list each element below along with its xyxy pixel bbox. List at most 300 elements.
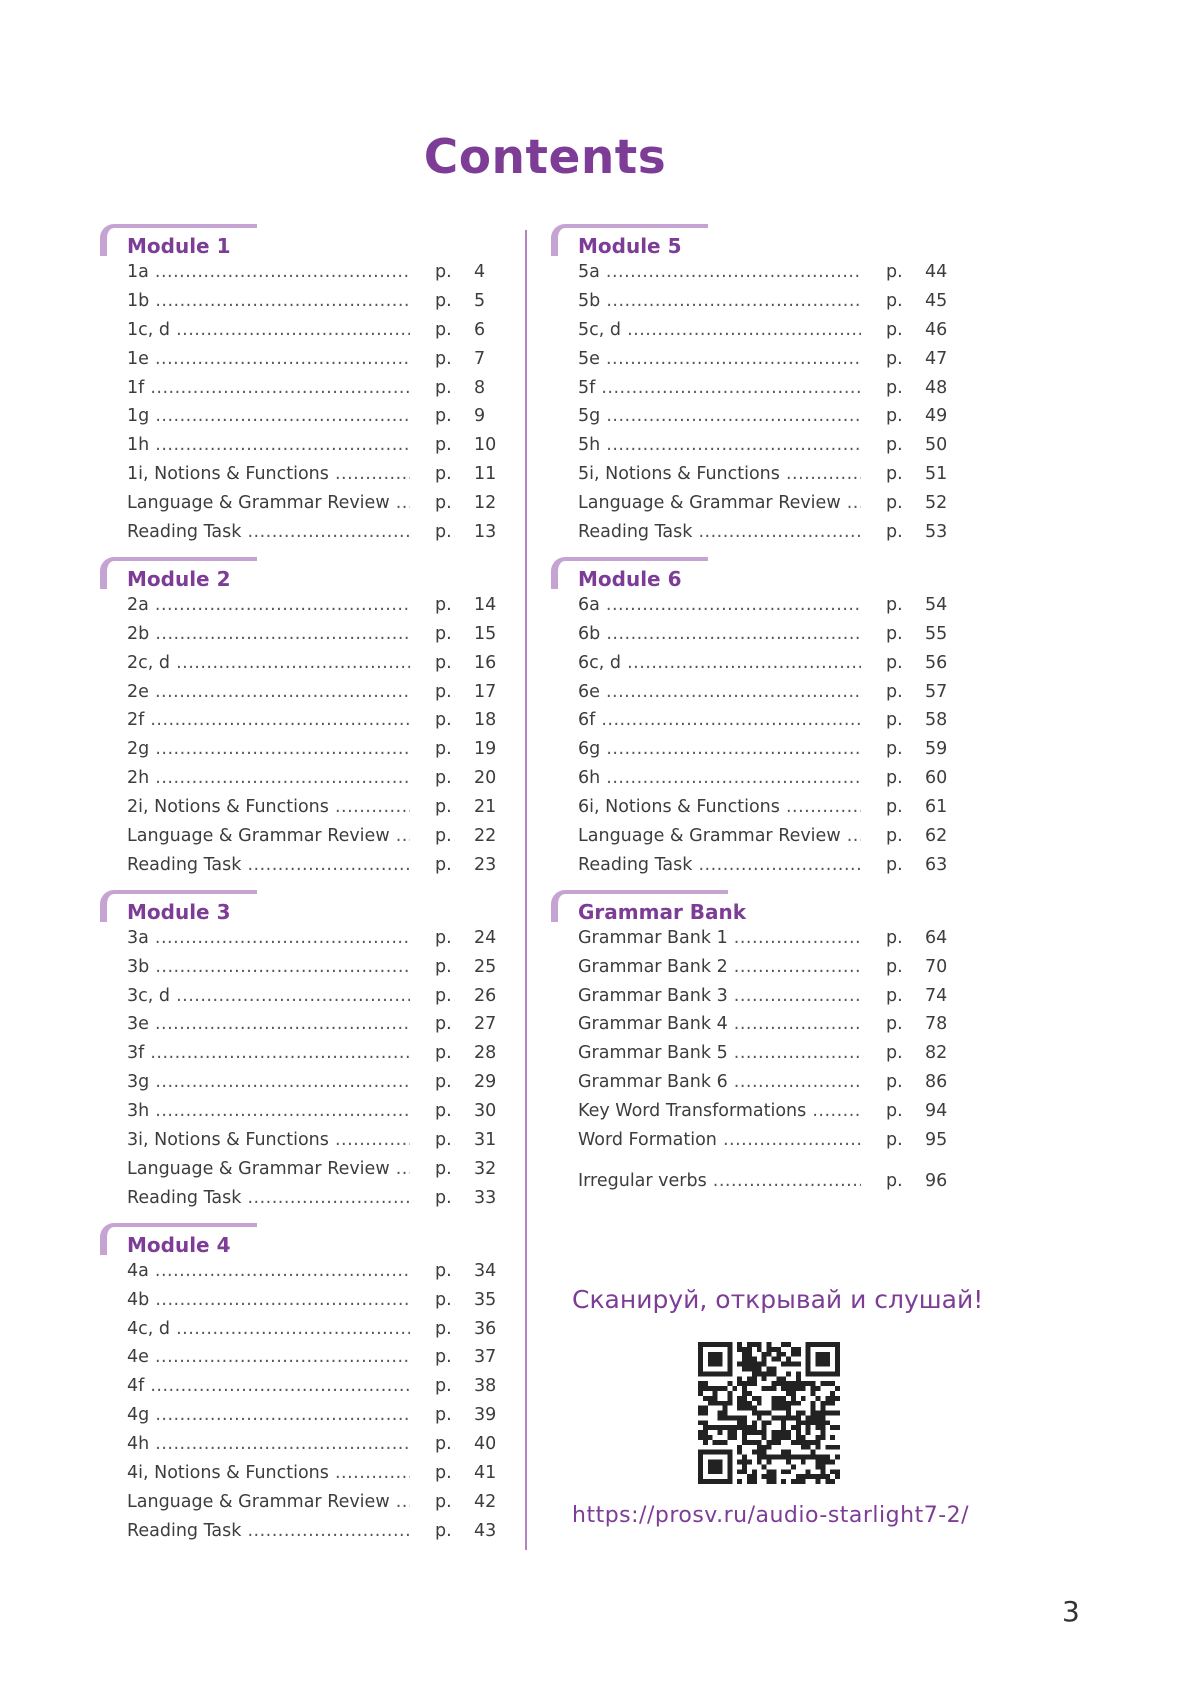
contents-left-column	[100, 222, 520, 1554]
page-prefix: p.	[435, 406, 452, 427]
entry-label: 3g .....	[127, 1068, 410, 1097]
page-prefix: p.	[435, 681, 452, 702]
contents-row[interactable]	[551, 1167, 971, 1196]
section-header	[100, 1221, 520, 1257]
contents-row[interactable]	[100, 460, 520, 489]
page-prefix: p.	[886, 710, 903, 731]
page-prefix: p.	[435, 854, 452, 875]
entry-label: 1g .....	[127, 402, 410, 431]
page-prefix: p.	[435, 623, 452, 644]
entry-label: 1e .....	[127, 345, 410, 374]
page-prefix: p.	[435, 1347, 452, 1368]
entry-page-number: 49	[925, 406, 948, 427]
contents-row[interactable]	[551, 1097, 971, 1126]
section-title: Module 1	[127, 234, 231, 258]
entry-label: 2b .....	[127, 620, 410, 649]
page-prefix: p.	[886, 522, 903, 543]
entry-page-number: 10	[474, 435, 497, 456]
entry-label: 4i, Notions & Functions .....	[127, 1459, 410, 1488]
contents-row[interactable]	[551, 591, 971, 620]
entry-page-number: 25	[474, 956, 497, 977]
contents-row[interactable]	[100, 1010, 520, 1039]
contents-row[interactable]	[100, 374, 520, 403]
contents-row[interactable]	[100, 316, 520, 345]
entry-label: Language & Grammar Review .....	[578, 822, 861, 851]
entry-label: 5f .....	[578, 374, 861, 403]
entry-label: Reading Task .....	[578, 518, 861, 547]
contents-row[interactable]	[551, 735, 971, 764]
contents-section	[100, 222, 520, 547]
page-prefix: p.	[435, 1434, 452, 1455]
contents-row[interactable]	[551, 706, 971, 735]
entry-label: Language & Grammar Review .....	[127, 1488, 410, 1517]
entry-label: 4g .....	[127, 1401, 410, 1430]
contents-row[interactable]	[551, 258, 971, 287]
entry-label: 4b .....	[127, 1286, 410, 1315]
contents-row[interactable]	[551, 982, 971, 1011]
entry-label: 6f .....	[578, 706, 861, 735]
page-prefix: p.	[435, 826, 452, 847]
entry-label: Key Word Transformations .....	[578, 1097, 861, 1126]
page-prefix: p.	[886, 768, 903, 789]
page-prefix: p.	[435, 493, 452, 514]
page-prefix: p.	[435, 522, 452, 543]
page-prefix: p.	[435, 319, 452, 340]
contents-row[interactable]	[100, 1315, 520, 1344]
entry-label: 3b .....	[127, 953, 410, 982]
page-prefix: p.	[886, 406, 903, 427]
entry-label: 5c, d .....	[578, 316, 861, 345]
entry-page-number: 62	[925, 826, 948, 847]
page-prefix: p.	[886, 797, 903, 818]
contents-section	[551, 555, 971, 880]
contents-row[interactable]	[551, 1068, 971, 1097]
contents-right-column	[551, 222, 971, 1204]
entry-label: 1h .....	[127, 431, 410, 460]
contents-row[interactable]	[100, 649, 520, 678]
entry-label: Reading Task .....	[127, 1517, 410, 1546]
page-prefix: p.	[435, 710, 452, 731]
contents-row[interactable]	[100, 1459, 520, 1488]
page-prefix: p.	[435, 1072, 452, 1093]
page-prefix: p.	[886, 290, 903, 311]
entry-label: 1i, Notions & Functions .....	[127, 460, 410, 489]
page-prefix: p.	[886, 594, 903, 615]
page-prefix: p.	[886, 1043, 903, 1064]
section-title: Module 3	[127, 899, 231, 924]
contents-row[interactable]	[100, 1126, 520, 1155]
entry-page-number: 14	[474, 594, 497, 615]
entry-label: 2g .....	[127, 735, 410, 764]
entry-page-number: 32	[474, 1158, 497, 1179]
entry-label: 1a .....	[127, 258, 410, 287]
page-prefix: p.	[435, 1520, 452, 1541]
entry-label: 1b .....	[127, 287, 410, 316]
entry-label: 4h .....	[127, 1430, 410, 1459]
entry-page-number: 96	[925, 1170, 948, 1191]
contents-row[interactable]	[100, 1372, 520, 1401]
entry-label: 4c, d .....	[127, 1315, 410, 1344]
entry-label: Grammar Bank 3 .....	[578, 982, 861, 1011]
page-prefix: p.	[886, 1014, 903, 1035]
entry-label: 3i, Notions & Functions .....	[127, 1126, 410, 1155]
entry-page-number: 8	[474, 377, 486, 398]
section-header	[551, 555, 971, 591]
page-prefix: p.	[435, 652, 452, 673]
section-title: Module 5	[578, 234, 682, 258]
contents-row[interactable]	[100, 1401, 520, 1430]
entry-label: 2i, Notions & Functions .....	[127, 793, 410, 822]
contents-section	[100, 555, 520, 880]
entry-label: 6i, Notions & Functions .....	[578, 793, 861, 822]
entry-page-number: 24	[474, 927, 497, 948]
section-header	[100, 222, 520, 258]
contents-row[interactable]	[100, 620, 520, 649]
entry-page-number: 41	[474, 1462, 497, 1483]
contents-row[interactable]	[551, 345, 971, 374]
section-title: Module 6	[578, 566, 682, 591]
section-header	[551, 222, 971, 258]
page-prefix: p.	[435, 927, 452, 948]
contents-row[interactable]	[551, 316, 971, 345]
entry-label: Language & Grammar Review .....	[127, 822, 410, 851]
entry-page-number: 20	[474, 768, 497, 789]
entry-page-number: 27	[474, 1014, 497, 1035]
entry-page-number: 45	[925, 290, 948, 311]
contents-row[interactable]	[100, 1257, 520, 1286]
entry-label: Grammar Bank 6 .....	[578, 1068, 861, 1097]
contents-row[interactable]	[100, 735, 520, 764]
entry-label: 3f .....	[127, 1039, 410, 1068]
entry-label: Language & Grammar Review .....	[127, 1155, 410, 1184]
entry-label: 5g .....	[578, 402, 861, 431]
entry-page-number: 12	[474, 493, 497, 514]
entry-label: 4a .....	[127, 1257, 410, 1286]
page-prefix: p.	[435, 1187, 452, 1208]
entry-page-number: 13	[474, 522, 497, 543]
entry-page-number: 43	[474, 1520, 497, 1541]
page-prefix: p.	[435, 739, 452, 760]
page-prefix: p.	[886, 1130, 903, 1151]
page-prefix: p.	[435, 1101, 452, 1122]
entry-page-number: 55	[925, 623, 948, 644]
contents-row[interactable]	[100, 591, 520, 620]
contents-row[interactable]	[551, 678, 971, 707]
entry-label: 5e .....	[578, 345, 861, 374]
page-prefix: p.	[435, 1289, 452, 1310]
entry-page-number: 37	[474, 1347, 497, 1368]
entry-page-number: 6	[474, 319, 486, 340]
page-prefix: p.	[886, 377, 903, 398]
page-prefix: p.	[886, 985, 903, 1006]
page-prefix: p.	[435, 1376, 452, 1397]
page-prefix: p.	[886, 739, 903, 760]
entry-page-number: 34	[474, 1260, 497, 1281]
entry-label: Grammar Bank 2 .....	[578, 953, 861, 982]
entry-page-number: 28	[474, 1043, 497, 1064]
section-title: Module 2	[127, 566, 231, 591]
contents-row[interactable]	[551, 431, 971, 460]
entry-page-number: 46	[925, 319, 948, 340]
entry-page-number: 30	[474, 1101, 497, 1122]
entry-page-number: 5	[474, 290, 486, 311]
contents-row[interactable]	[551, 1039, 971, 1068]
contents-row[interactable]	[100, 822, 520, 851]
page-prefix: p.	[435, 956, 452, 977]
contents-row[interactable]	[100, 793, 520, 822]
entry-label: 5h .....	[578, 431, 861, 460]
section-header	[551, 888, 971, 924]
contents-row[interactable]	[551, 649, 971, 678]
section-title: Module 4	[127, 1232, 231, 1257]
entry-page-number: 40	[474, 1434, 497, 1455]
entry-label: 2f .....	[127, 706, 410, 735]
entry-page-number: 58	[925, 710, 948, 731]
entry-label: 3e .....	[127, 1010, 410, 1039]
entry-label: Reading Task .....	[127, 518, 410, 547]
page-prefix: p.	[886, 681, 903, 702]
page-prefix: p.	[435, 377, 452, 398]
entry-page-number: 17	[474, 681, 497, 702]
entry-page-number: 35	[474, 1289, 497, 1310]
entry-label: 5i, Notions & Functions .....	[578, 460, 861, 489]
entry-page-number: 63	[925, 854, 948, 875]
page-prefix: p.	[886, 1170, 903, 1191]
entry-label: 3a .....	[127, 924, 410, 953]
entry-label: 3c, d .....	[127, 982, 410, 1011]
entry-label: 1f .....	[127, 374, 410, 403]
page-prefix: p.	[886, 854, 903, 875]
entry-page-number: 16	[474, 652, 497, 673]
contents-row[interactable]	[100, 1097, 520, 1126]
entry-page-number: 15	[474, 623, 497, 644]
entry-label: 6e .....	[578, 678, 861, 707]
page-prefix: p.	[435, 1318, 452, 1339]
entry-label: Grammar Bank 5 .....	[578, 1039, 861, 1068]
entry-page-number: 53	[925, 522, 948, 543]
contents-row[interactable]	[551, 460, 971, 489]
entry-page-number: 57	[925, 681, 948, 702]
entry-label: 2h .....	[127, 764, 410, 793]
qr-code-icon	[698, 1342, 840, 1484]
entry-label: 2c, d .....	[127, 649, 410, 678]
entry-label: Reading Task .....	[127, 1184, 410, 1213]
entry-page-number: 38	[474, 1376, 497, 1397]
entry-page-number: 61	[925, 797, 948, 818]
contents-row[interactable]	[100, 258, 520, 287]
contents-row[interactable]	[551, 518, 971, 547]
contents-row[interactable]	[100, 851, 520, 880]
entry-page-number: 39	[474, 1405, 497, 1426]
entry-page-number: 21	[474, 797, 497, 818]
contents-row[interactable]	[551, 620, 971, 649]
page-prefix: p.	[435, 262, 452, 282]
contents-row[interactable]	[551, 764, 971, 793]
column-divider	[525, 230, 527, 1550]
page-title: Contents	[423, 130, 667, 185]
contents-row[interactable]	[100, 1517, 520, 1546]
contents-row[interactable]	[100, 402, 520, 431]
contents-row[interactable]	[100, 1488, 520, 1517]
entry-page-number: 22	[474, 826, 497, 847]
page-prefix: p.	[886, 464, 903, 485]
entry-label: 5a .....	[578, 258, 861, 287]
page-prefix: p.	[435, 1043, 452, 1064]
contents-row[interactable]	[100, 764, 520, 793]
contents-section	[100, 888, 520, 1213]
entry-label: 2a .....	[127, 591, 410, 620]
entry-label: Grammar Bank 4 .....	[578, 1010, 861, 1039]
page-prefix: p.	[435, 768, 452, 789]
contents-row[interactable]	[100, 345, 520, 374]
entry-page-number: 11	[474, 464, 497, 485]
page-prefix: p.	[886, 348, 903, 369]
entry-label: 6b .....	[578, 620, 861, 649]
page-prefix: p.	[886, 826, 903, 847]
entry-page-number: 54	[925, 594, 948, 615]
page-prefix: p.	[435, 464, 452, 485]
entry-label: 1c, d .....	[127, 316, 410, 345]
page-prefix: p.	[886, 1101, 903, 1122]
contents-section	[551, 222, 971, 547]
entry-label: Language & Grammar Review .....	[578, 489, 861, 518]
entry-label: Reading Task .....	[127, 851, 410, 880]
contents-row[interactable]	[551, 402, 971, 431]
entry-page-number: 74	[925, 985, 948, 1006]
page-prefix: p.	[435, 1260, 452, 1281]
entry-page-number: 47	[925, 348, 948, 369]
contents-row[interactable]	[100, 678, 520, 707]
entry-page-number: 18	[474, 710, 497, 731]
entry-page-number: 70	[925, 956, 948, 977]
entry-page-number: 94	[925, 1101, 948, 1122]
entry-page-number: 86	[925, 1072, 948, 1093]
page-prefix: p.	[435, 594, 452, 615]
entry-page-number: 51	[925, 464, 948, 485]
entry-page-number: 4	[474, 262, 486, 282]
contents-row[interactable]	[551, 1126, 971, 1155]
contents-row[interactable]	[551, 851, 971, 880]
contents-row[interactable]	[551, 287, 971, 316]
entry-page-number: 52	[925, 493, 948, 514]
contents-row[interactable]	[100, 924, 520, 953]
page-prefix: p.	[435, 435, 452, 456]
entry-page-number: 64	[925, 927, 948, 948]
entry-page-number: 23	[474, 854, 497, 875]
contents-row[interactable]	[100, 706, 520, 735]
page-prefix: p.	[886, 319, 903, 340]
contents-row[interactable]	[551, 953, 971, 982]
entry-label: 3h .....	[127, 1097, 410, 1126]
entry-page-number: 19	[474, 739, 497, 760]
entry-label: Grammar Bank 1 .....	[578, 924, 861, 953]
page-prefix: p.	[886, 1072, 903, 1093]
contents-section	[551, 888, 971, 1196]
entry-label: 6g .....	[578, 735, 861, 764]
page-prefix: p.	[435, 797, 452, 818]
page-number: 3	[1062, 1595, 1080, 1628]
entry-page-number: 33	[474, 1187, 497, 1208]
entry-page-number: 7	[474, 348, 486, 369]
contents-row[interactable]	[551, 793, 971, 822]
page-prefix: p.	[435, 348, 452, 369]
page-prefix: p.	[435, 1405, 452, 1426]
entry-label: 6h .....	[578, 764, 861, 793]
entry-page-number: 60	[925, 768, 948, 789]
page-prefix: p.	[435, 1158, 452, 1179]
page-prefix: p.	[435, 1130, 452, 1151]
contents-row[interactable]	[100, 1155, 520, 1184]
entry-label: Language & Grammar Review .....	[127, 489, 410, 518]
page-prefix: p.	[886, 435, 903, 456]
entry-label: Reading Task .....	[578, 851, 861, 880]
contents-row[interactable]	[551, 489, 971, 518]
entry-page-number: 56	[925, 652, 948, 673]
section-title: Grammar Bank	[578, 899, 747, 924]
entry-label: Word Formation .....	[578, 1126, 861, 1155]
contents-row[interactable]	[100, 1286, 520, 1315]
entry-page-number: 26	[474, 985, 497, 1006]
page-prefix: p.	[435, 290, 452, 311]
entry-page-number: 82	[925, 1043, 948, 1064]
entry-label: 5b .....	[578, 287, 861, 316]
entry-label: 4f .....	[127, 1372, 410, 1401]
page-prefix: p.	[886, 493, 903, 514]
entry-page-number: 95	[925, 1130, 948, 1151]
section-header	[100, 888, 520, 924]
page-prefix: p.	[435, 1491, 452, 1512]
contents-row[interactable]	[100, 982, 520, 1011]
entry-label: 6a .....	[578, 591, 861, 620]
page-prefix: p.	[435, 985, 452, 1006]
entry-page-number: 78	[925, 1014, 948, 1035]
contents-row[interactable]	[100, 1430, 520, 1459]
contents-row[interactable]	[551, 374, 971, 403]
contents-row[interactable]	[100, 1184, 520, 1213]
entry-page-number: 31	[474, 1130, 497, 1151]
page-prefix: p.	[886, 623, 903, 644]
contents-row[interactable]	[100, 1343, 520, 1372]
contents-row[interactable]	[100, 518, 520, 547]
contents-row[interactable]	[100, 1068, 520, 1097]
section-header	[100, 555, 520, 591]
audio-link[interactable]: https://prosv.ru/audio-starlight7-2/	[572, 1503, 970, 1528]
contents-row[interactable]	[100, 1039, 520, 1068]
scan-caption: Сканируй, открывай и слушай!	[572, 1285, 984, 1314]
page-prefix: p.	[886, 262, 903, 282]
entry-page-number: 9	[474, 406, 486, 427]
contents-section	[100, 1221, 520, 1546]
contents-row[interactable]	[100, 953, 520, 982]
contents-row[interactable]	[100, 489, 520, 518]
entry-page-number: 48	[925, 377, 948, 398]
entry-page-number: 42	[474, 1491, 497, 1512]
entry-page-number: 36	[474, 1318, 497, 1339]
contents-row[interactable]	[551, 822, 971, 851]
entry-label: 2e .....	[127, 678, 410, 707]
entry-label: Irregular verbs .....	[578, 1167, 861, 1196]
contents-row[interactable]	[100, 287, 520, 316]
entry-label: 4e .....	[127, 1343, 410, 1372]
page-prefix: p.	[886, 956, 903, 977]
page-prefix: p.	[435, 1462, 452, 1483]
contents-row[interactable]	[100, 431, 520, 460]
entry-page-number: 50	[925, 435, 948, 456]
entry-page-number: 44	[925, 262, 948, 282]
entry-page-number: 59	[925, 739, 948, 760]
contents-row[interactable]	[551, 1010, 971, 1039]
contents-row[interactable]	[551, 924, 971, 953]
